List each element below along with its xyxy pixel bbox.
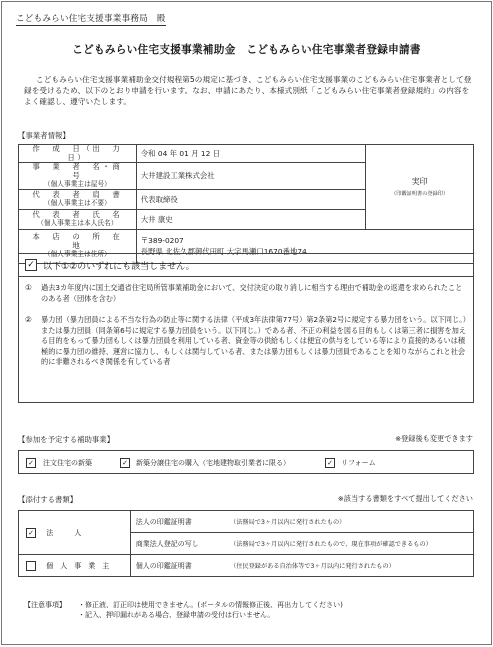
business-name-label: 事 業 者 名・商 号 （個人事業主は屋号）: [19, 163, 137, 190]
intro-paragraph: こどもみらい住宅支援事業補助金交付規程第5の規定に基づき、こどもみらい住宅支援事業のこどもみらい住宅事業者として登録を受けるため、以下のとおり申請を行います。なお、申請にあたり、本様式別紙「こどもみらい住宅事業者登録規約」の内容をよく確認し、遵守いたします。: [24, 75, 472, 106]
creation-date-label: 作 成 日（出 力 日）: [19, 145, 137, 163]
program-label-reform: リフォーム: [341, 459, 376, 467]
program-checkbox-reform[interactable]: ✓: [325, 458, 335, 468]
program-checkbox-subdivided-home[interactable]: ✓: [120, 458, 130, 468]
seal-note: （印鑑証明書の登録印）: [391, 191, 449, 198]
application-form: [1, 1, 492, 645]
attachment-doc: [130, 533, 473, 555]
doc-condition: （住民登録がある自治体等で3ヶ月以内に発行されたもの）: [230, 562, 395, 570]
table-row: [19, 145, 474, 163]
corporation-cell: [19, 511, 131, 555]
program-checkbox-custom-home[interactable]: ✓: [26, 458, 36, 468]
table-row: [19, 555, 474, 577]
address-text: 長野県 北佐久郡御代田町 大字馬瀬口1670番地74: [140, 247, 307, 256]
individual-label: 個 人 事 業 主: [46, 561, 110, 570]
business-info-table: [18, 144, 474, 264]
doc-name: 商業法人登記の写し: [135, 539, 199, 548]
address-label: 本 店 の 所 在 地 （個人事業主は住所）: [19, 229, 137, 263]
declaration-item-1: 過去3カ年度内に国土交通省住宅局所管事業補助金において、交付決定の取り消しに相当する理由で補助金の返還を求められたことのある者（団体を含む）: [41, 283, 463, 303]
declaration-header: [19, 254, 473, 277]
representative-title-value: 代表取締役: [136, 189, 365, 209]
representative-name-value: 大井 康史: [136, 209, 365, 229]
attachments-table: [18, 510, 474, 577]
table-row: [19, 511, 474, 533]
programs-note: ※登録後も変更できます: [395, 434, 473, 443]
postal-code: 〒389-0207: [140, 236, 184, 245]
creation-date-value: 令和 04 年 01 月 12 日: [136, 145, 365, 163]
declaration-box: [18, 253, 474, 403]
program-label-subdivided-home: 新築分譲住宅の購入（宅地建物取引業者に限る）: [136, 459, 290, 467]
business-info-section-label: 【事業者情報】: [18, 131, 70, 140]
attachments-section-label: 【添付する書類】: [18, 495, 78, 504]
item-number: ②: [25, 315, 32, 324]
individual-checkbox[interactable]: [26, 561, 36, 571]
form-title: こどもみらい住宅支援事業補助金 こどもみらい住宅事業者登録申請書: [72, 44, 421, 56]
attachments-note: ※該当する書類をすべて提出してください: [337, 494, 473, 503]
business-name-value: 大井建設工業株式会社: [136, 163, 365, 190]
program-label-custom-home: 注文住宅の新築: [43, 459, 92, 467]
doc-condition: （法務局で3ヶ月以内に発行されたもの）: [230, 518, 346, 526]
note-line: ・修正液、訂正印は使用できません。(ポータルの情報修正後、再出力してください): [78, 601, 343, 609]
item-number: ①: [25, 283, 32, 292]
attachment-doc: [130, 511, 473, 533]
individual-cell: [19, 555, 131, 577]
declaration-heading: 以下①②のいずれにも該当しません。: [43, 262, 195, 272]
note-line: ・記入、押印漏れがある場合、登録申請の受付は行いません。: [78, 611, 275, 619]
representative-name-label: 代 表 者 氏 名 （個人事業主は本人氏名）: [19, 209, 137, 229]
declaration-checkbox[interactable]: ✓: [25, 259, 37, 271]
programs-section-label: 【参加を予定する補助事業】: [18, 435, 115, 444]
doc-name: 個人の印鑑証明書: [135, 561, 192, 570]
corporation-label: 法 人: [46, 528, 82, 537]
attachment-doc: [130, 555, 473, 577]
notes-label: 【注意事項】: [24, 601, 66, 609]
doc-name: 法人の印鑑証明書: [135, 517, 192, 526]
programs-box: [18, 450, 474, 474]
corporation-checkbox[interactable]: ✓: [26, 528, 36, 538]
doc-condition: （法務局で3ヶ月以内に発行されたもので、現在事項が確認できるもの）: [230, 540, 432, 548]
seal-label: 実印: [411, 177, 428, 187]
seal-cell: [366, 145, 474, 230]
notes-list: [78, 600, 478, 620]
addressee: こどもみらい住宅支援事業事務局 殿: [16, 14, 166, 24]
declaration-item-2: 暴力団（暴力団員による不当な行為の防止等に関する法律（平成3年法律第77号）第2条第2号に規定する暴力団をいう。以下同じ。）または暴力団員（同条第6号に規定する暴力団員をいう。以下同じ。）である者、不正の利益を図る目的もしくは第三者に損害を加える目的をもって暴力団もしくは暴力団員を利用している者、資金等の供給もしくは便宜の供与をしている等により直接的あるいは積極的に暴力団の維持、運営に協力し、もしくは関与している者、または暴力団もしくは暴力団員であることを知りながらこれと社会的に非難されるべき関係を有している者: [41, 315, 467, 366]
representative-title-label: 代 表 者 肩 書 （個人事業主は不要）: [19, 189, 137, 209]
